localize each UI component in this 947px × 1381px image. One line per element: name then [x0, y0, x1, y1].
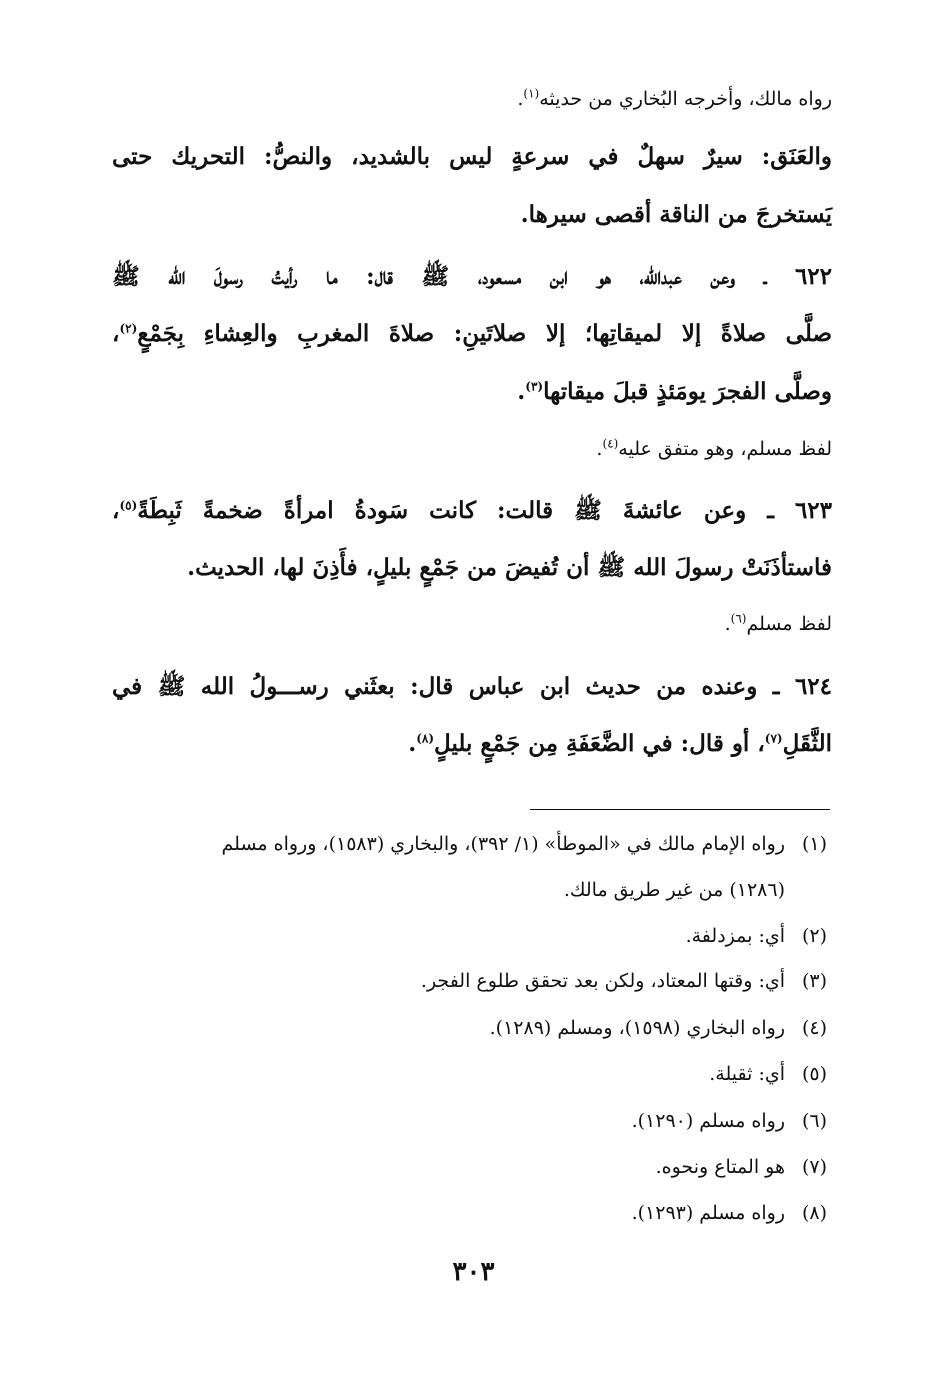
hadith-624-text: ٦٢٤ ـ وعنده من حديث ابن عباس قال: بعثَني رســـولُ الله ﷺ في	[112, 673, 832, 700]
footnote-number: (١)	[801, 833, 827, 855]
hadith-624-line-1	[112, 672, 832, 706]
footnote-number: (٦)	[801, 1110, 827, 1132]
footnote-number: (٢)	[801, 925, 827, 947]
source-note: لفظ مسلم	[746, 613, 832, 635]
footnote-ref-4: (٤)	[602, 436, 619, 451]
hadith-622-source	[112, 438, 832, 460]
hadith-623-source	[112, 613, 832, 635]
footnote-number: (٤)	[801, 1017, 827, 1039]
footnote-ref-7: (٧)	[764, 731, 783, 746]
footnote-number: (٧)	[801, 1156, 827, 1178]
footnote-text: رواه البخاري (١٥٩٨)، ومسلم (١٢٨٩).	[489, 1017, 785, 1039]
punctuation: ،	[112, 497, 120, 524]
footnote-ref-8: (٨)	[416, 731, 435, 746]
hadith-622-line-1	[112, 262, 832, 296]
footnote-text: رواه مسلم (١٢٩٣).	[631, 1202, 785, 1224]
footnote-ref-2: (٢)	[119, 321, 138, 336]
hadith-624-line-2	[112, 730, 832, 757]
hadith-622-text: ٦٢٢ ـ وعن عبدالله، هو ابن مسعود، ﷺ قال: ما رأيتُ رسولَ الله ﷺ	[112, 263, 832, 290]
punctuation: .	[517, 378, 526, 405]
paragraph-explanation-line-1	[112, 143, 832, 170]
footnote-3	[107, 970, 827, 992]
hadith-622-text: وصلَّى الفجرَ يومَئذٍ قبلَ ميقاتها	[543, 378, 832, 405]
footnote-text: رواه مسلم (١٢٩٠).	[631, 1110, 785, 1132]
footnote-7	[107, 1156, 827, 1178]
source-note: لفظ مسلم، وهو متفق عليه	[618, 438, 832, 460]
footnote-text: أي: ثقيلة.	[709, 1063, 785, 1085]
footnote-1	[107, 833, 827, 855]
footnote-number: (٣)	[801, 970, 827, 992]
footnote-text: رواه الإمام مالك في «الموطأ» (١/ ٣٩٢)، والبخاري (١٥٨٣)، ورواه مسلم	[221, 833, 785, 855]
paragraph-explanation-line-2	[112, 201, 832, 228]
footnote-6	[107, 1110, 827, 1132]
footnote-text: هو المتاع ونحوه.	[655, 1156, 785, 1178]
footnote-5	[107, 1063, 827, 1085]
text-line-1	[112, 88, 832, 110]
footnote-separator	[530, 809, 830, 810]
hadith-622-line-2	[112, 320, 832, 347]
footnote-text: (١٢٨٦) من غير طريق مالك.	[563, 879, 785, 901]
explanation-text: والعَنَق: سيرٌ سهلٌ في سرعةٍ ليس بالشديد، والنصُّ: التحريك حتى	[112, 143, 832, 170]
footnote-text: أي: وقتها المعتاد، ولكن بعد تحقق طلوع الفجر.	[420, 970, 785, 992]
footnote-number: (٥)	[801, 1063, 827, 1085]
footnote-ref-3: (٣)	[525, 379, 544, 394]
source-note: رواه مالك، وأخرجه البُخاري من حديثه	[539, 88, 832, 110]
page-number: ٣٠٣	[452, 1257, 495, 1287]
punctuation: ،	[112, 320, 120, 347]
footnote-ref-5: (٥)	[119, 498, 138, 513]
hadith-623-text: فاستأذَنَتْ رسولَ الله ﷺ أن تُفيضَ من جَمْعٍ بليلٍ، فأَذِنَ لها، الحديث.	[187, 554, 832, 581]
footnote-2	[107, 925, 827, 947]
punctuation: .	[517, 88, 524, 110]
hadith-623-text: ٦٢٣ ـ وعن عائشةَ ﷺ قالت: كانت سَودةُ امرأةً ضخمةً ثَبِطَةً	[137, 497, 832, 524]
explanation-text: يَستخرجَ من الناقة أقصى سيرها.	[520, 201, 832, 228]
hadith-622-line-3	[112, 378, 832, 405]
footnote-4	[107, 1017, 827, 1039]
footnote-ref-6: (٦)	[730, 611, 747, 626]
footnote-text: أي: بمزدلفة.	[685, 925, 785, 947]
footnote-8	[107, 1202, 827, 1224]
hadith-624-text: الثَّقَلِ	[782, 730, 832, 757]
footnote-ref-1: (١)	[523, 86, 540, 101]
footnote-number: (٨)	[801, 1202, 827, 1224]
punctuation: .	[596, 438, 603, 460]
footnote-1-continued	[65, 879, 785, 901]
punctuation: .	[408, 730, 417, 757]
hadith-624-text: ، أو قال: في الضَّعَفَةِ مِن جَمْعٍ بليلٍ	[434, 730, 765, 757]
hadith-622-text: صلَّى صلاةً إلا لميقاتِها؛ إلا صلاتَينِ: صلاةَ المغربِ والعِشاءِ بِجَمْعٍ	[137, 320, 832, 347]
hadith-623-line-1	[112, 496, 832, 530]
hadith-623-line-2	[112, 553, 832, 587]
punctuation: .	[724, 613, 731, 635]
